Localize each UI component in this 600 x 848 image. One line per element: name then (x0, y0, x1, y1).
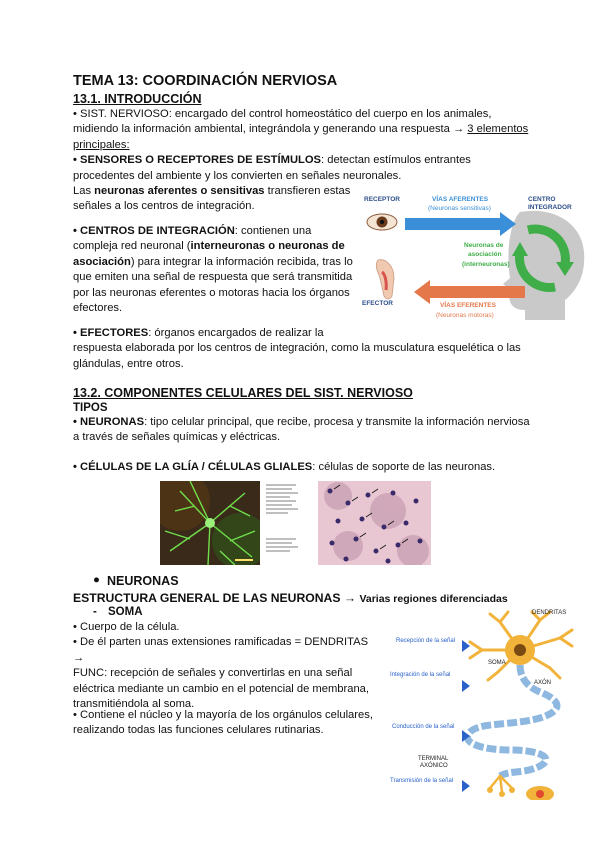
label-neuronas-de: Neuronas de (464, 242, 504, 249)
soma-line-1: • Cuerpo de la célula. (73, 621, 180, 633)
afferent-arrow-body (405, 218, 500, 230)
centros-line-6: efectores. (73, 302, 123, 315)
aferentes-line-1: Las neuronas aferentes o sensitivas transfieren estas (73, 185, 351, 198)
label-integrador: INTEGRADOR (528, 204, 572, 211)
label-soma: SOMA (488, 660, 506, 666)
soma-dash: - (93, 606, 97, 618)
receptores-line-2: procedentes del ambiente y los convierten en señales neuronales. (73, 169, 402, 182)
neuronas-text-block (73, 415, 543, 446)
tipos-heading: TIPOS (73, 402, 108, 414)
efectores-line-1: • EFECTORES: órganos encargados de realizar la (73, 327, 324, 339)
glia-text: • CÉLULAS DE LA GLÍA / CÉLULAS GLIALES: células de soporte de las neuronas. (73, 461, 496, 473)
soma-line-5: transmitiéndola al soma. (73, 698, 195, 711)
nervous-system-diagram (360, 192, 595, 322)
label-neuronas-sensitivas: (Neuronas sensitivas) (428, 205, 491, 212)
section-2-heading: 13.2. COMPONENTES CELULARES DEL SIST. NERVIOSO (73, 386, 413, 400)
aferentes-line-2: señales a los centros de integración. (73, 200, 255, 213)
efferent-arrow-head (414, 280, 430, 304)
histology-tissue-image (318, 481, 431, 565)
legend-scribble (262, 481, 314, 565)
label-terminal: TERMINAL (418, 756, 449, 762)
soma-line-4: eléctrica mediante un cambio en el potencial de membrana, (73, 682, 370, 695)
centros-line-1: • CENTROS DE INTEGRACIÓN: contienen una (73, 225, 312, 237)
label-dendritas: DENDRITAS (532, 610, 567, 616)
centros-line-4: que emiten una señal de respuesta que será transmitida (73, 271, 353, 284)
label-receptor: RECEPTOR (364, 196, 400, 203)
soma-line-3: FUNC: recepción de señales y convertirlas en una señal (73, 667, 353, 680)
label-recepcion: Recepción de la señal (396, 638, 456, 644)
label-conduccion: Conducción de la señal (392, 724, 455, 730)
label-axonico: AXÓNICO (420, 763, 448, 769)
label-vias-eferentes: VÍAS EFERENTES (440, 302, 496, 309)
label-transmision: Transmisión de la señal (390, 778, 454, 784)
label-asociacion: asociación (468, 251, 502, 258)
label-vias-aferentes: VÍAS AFERENTES (432, 196, 489, 203)
fluorescent-neuron-image (160, 481, 260, 565)
neuronas-line-2: a través de señales químicas y eléctricas. (73, 431, 281, 444)
centros-line-3: asociación) para integrar la información recibida, tras lo (73, 255, 353, 268)
soma-line-2: • De él parten unas extensiones ramificadas = DENDRITAS → (73, 636, 369, 664)
label-centro: CENTRO (528, 196, 556, 203)
label-axon: AXÓN (534, 680, 552, 686)
soma-line-6: • Contiene el núcleo y la mayoría de los orgánulos celulares, (73, 709, 373, 721)
intro-line-3: principales: (73, 138, 130, 151)
efectores-text-block (73, 326, 533, 372)
neuronas-line-1: • NEURONAS: tipo celular principal, que recibe, procesa y transmite la información nerviosa (73, 416, 530, 428)
estructura-heading: ESTRUCTURA GENERAL DE LAS NEURONAS → Varias regiones diferenciadas (73, 591, 508, 605)
receptores-line-1: • SENSORES O RECEPTORES DE ESTÍMULOS: detectan estímulos entrantes (73, 154, 471, 167)
efectores-line-2: respuesta elaborada por los centros de integración, como la musculatura esquelética o las (73, 342, 521, 355)
neuron-diagram (390, 610, 590, 800)
soma-text-block (73, 620, 373, 712)
nucleus-icon (514, 644, 526, 656)
centros-text-block (73, 224, 363, 316)
micrograph-legend-column (262, 481, 314, 565)
efferent-arrow-body (430, 286, 525, 298)
soma-heading: SOMA (108, 606, 143, 618)
glia-micrograph-fluorescent (160, 481, 260, 565)
three-elements-link: 3 elementos (467, 123, 529, 136)
centros-line-5: por las neuronas eferentes o motoras hacia los órganos (73, 286, 350, 299)
soma-line-7: realizando todas las funciones celulares rutinarias. (73, 724, 324, 737)
intro-line-1: • SIST. NERVIOSO: encargado del control homeostático del cuerpo en los animales, (73, 108, 492, 120)
efectores-line-3: glándulas, entre otros. (73, 357, 184, 370)
neuronas-heading: NEURONAS (107, 574, 179, 588)
glia-micrograph-histology (318, 481, 431, 565)
intro-line-2: midiendo la información ambiental, integrándola y generando una respuesta → 3 elementos (73, 123, 529, 136)
soma-text-block-2 (73, 708, 373, 739)
eye-pupil (380, 220, 384, 224)
section-1-heading: 13.1. INTRODUCCIÓN (73, 92, 202, 106)
page-title: TEMA 13: COORDINACIÓN NERVIOSA (73, 73, 338, 89)
label-neuronas-motoras: (Neuronas motoras) (436, 312, 494, 319)
neuronas-bullet: ● (93, 574, 100, 586)
label-interneuronas: (interneuronas) (462, 261, 510, 268)
centros-line-2: compleja red neuronal (interneuronas o neuronas de (73, 240, 345, 253)
label-efector: EFECTOR (362, 300, 393, 307)
label-integracion: Integración de la señal (390, 672, 451, 678)
